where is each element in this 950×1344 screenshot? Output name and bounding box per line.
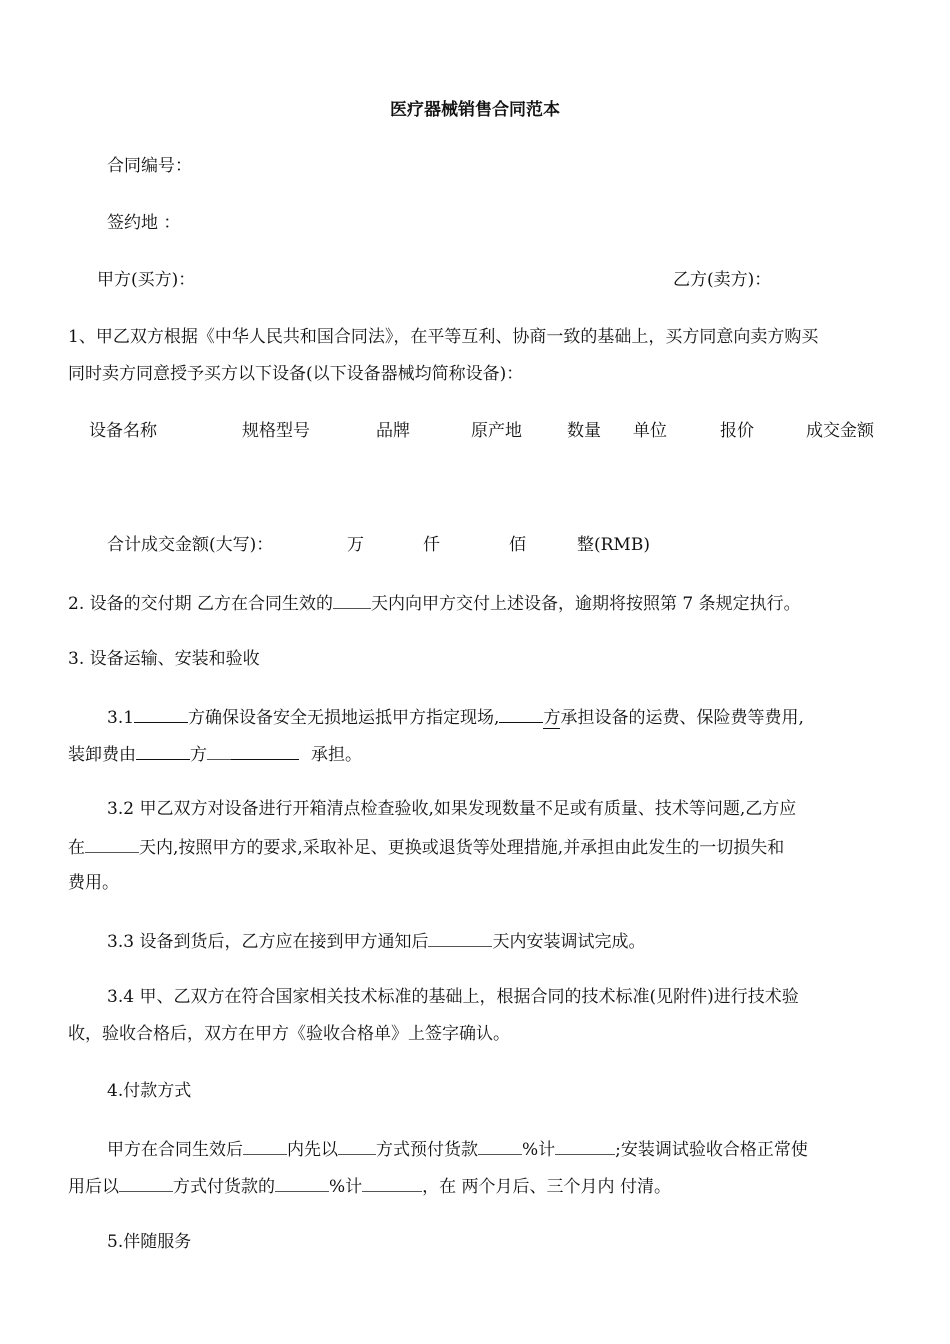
table-header-cell: 报价 [720, 421, 754, 441]
table-header-cell: 品牌 [376, 421, 410, 441]
table-header-cell: 数量 [567, 421, 601, 441]
table-header-cell: 成交金额 [806, 421, 874, 441]
blank-field[interactable] [231, 741, 299, 760]
clause-4-text: 方式预付货款 [376, 1140, 478, 1160]
clause-4-line-1 [107, 1136, 808, 1162]
clause-3-1-text: 装卸费由 [68, 745, 136, 765]
blank-field[interactable] [136, 741, 190, 760]
clause-4-text: 用后以 [68, 1177, 119, 1197]
blank-field[interactable] [333, 590, 371, 609]
table-header-cell: 原产地 [471, 421, 522, 441]
clause-3-3-text: 3.3 设备到货后，乙方应在接到甲方通知后 [107, 932, 429, 952]
blank-field[interactable] [499, 704, 543, 723]
blank-field[interactable] [555, 1136, 615, 1155]
clause-4-text: %计 [329, 1177, 363, 1197]
blank-field[interactable] [338, 1136, 376, 1155]
blank-field[interactable] [119, 1173, 173, 1192]
table-header-cell: 规格型号 [242, 421, 310, 441]
clause-2-text: 天内向甲方交付上述设备，逾期将按照第 7 条规定执行。 [371, 594, 801, 614]
blank-field[interactable] [362, 1173, 422, 1192]
blank-field[interactable] [134, 704, 188, 723]
blank-field[interactable] [207, 741, 231, 760]
clause-3-3 [107, 928, 645, 954]
clause-1-line-1: 1、甲乙双方根据《中华人民共和国合同法》，在平等互利、协商一致的基础上，买方同意向卖方购买 [68, 327, 819, 347]
table-header-cell: 单位 [633, 421, 667, 441]
clause-1-line-2: 同时卖方同意授予买方以下设备(以下设备器械均简称设备)： [68, 364, 524, 384]
party-b-label: 乙方(卖方)： [673, 270, 772, 290]
clause-5-title: 5.伴随服务 [107, 1232, 192, 1252]
clause-4-text: ，在 两个月后、三个月内 付清。 [422, 1177, 671, 1197]
clause-4-text: 甲方在合同生效后 [107, 1140, 243, 1160]
clause-3-1-line-1 [107, 704, 804, 730]
clause-2-text: 2. 设备的交付期 乙方在合同生效的 [68, 594, 334, 614]
blank-field[interactable] [275, 1173, 329, 1192]
clause-3-1-text: 承担。 [311, 745, 362, 765]
party-a-label: 甲方(买方)： [97, 270, 196, 290]
clause-3-2-line-2 [68, 834, 784, 860]
clause-3-2-text: 在 [68, 838, 85, 858]
clause-4-text: %计 [522, 1140, 556, 1160]
contract-number-label: 合同编号： [107, 156, 192, 176]
signing-place-label: 签约地 ： [107, 213, 181, 233]
clause-3-title: 3. 设备运输、安装和验收 [68, 649, 260, 669]
blank-field[interactable] [478, 1136, 522, 1155]
table-header-cell: 设备名称 [89, 421, 157, 441]
clause-3-1-text: 方确保设备安全无损地运抵甲方指定现场, [188, 708, 500, 728]
clause-3-1-line-2 [68, 741, 362, 767]
total-amount-label: 合计成交金额(大写)： [107, 535, 274, 555]
clause-3-3-text: 天内安装调试完成。 [492, 932, 646, 952]
clause-4-text: 内先以 [287, 1140, 338, 1160]
total-wan: 万 [347, 535, 364, 555]
clause-4-text: ;安装调试验收合格正常使 [615, 1140, 808, 1160]
total-qian: 仟 [423, 535, 440, 555]
blank-field[interactable] [85, 834, 139, 853]
clause-3-1-text: 方 [543, 708, 561, 728]
blank-field[interactable] [243, 1136, 287, 1155]
clause-3-2-line-3: 费用。 [68, 873, 119, 893]
clause-3-1-text: 方 [190, 745, 207, 765]
clause-2 [68, 590, 801, 616]
clause-3-1-text: 承担设备的运费、保险费等费用, [560, 708, 804, 728]
blank-field[interactable] [428, 928, 492, 947]
page-title: 医疗器械销售合同范本 [390, 100, 560, 120]
clause-4-line-2 [68, 1173, 671, 1199]
clause-4-text: 方式付货款的 [173, 1177, 275, 1197]
clause-3-2-text: 天内,按照甲方的要求,采取补足、更换或退货等处理措施,并承担由此发生的一切损失和 [139, 838, 785, 858]
clause-3-4-line-1: 3.4 甲、乙双方在符合国家相关技术标准的基础上，根据合同的技术标准(见附件)进行技术验 [107, 987, 799, 1007]
clause-4-title: 4.付款方式 [107, 1081, 192, 1101]
clause-3-2-line-1: 3.2 甲乙双方对设备进行开箱清点检查验收,如果发现数量不足或有质量、技术等问题,乙方应 [107, 799, 797, 819]
clause-3-4-line-2: 收，验收合格后，双方在甲方《验收合格单》上签字确认。 [68, 1024, 510, 1044]
total-zheng: 整(RMB) [577, 535, 650, 555]
total-bai: 佰 [509, 535, 526, 555]
clause-3-1-text: 3.1 [107, 708, 135, 728]
